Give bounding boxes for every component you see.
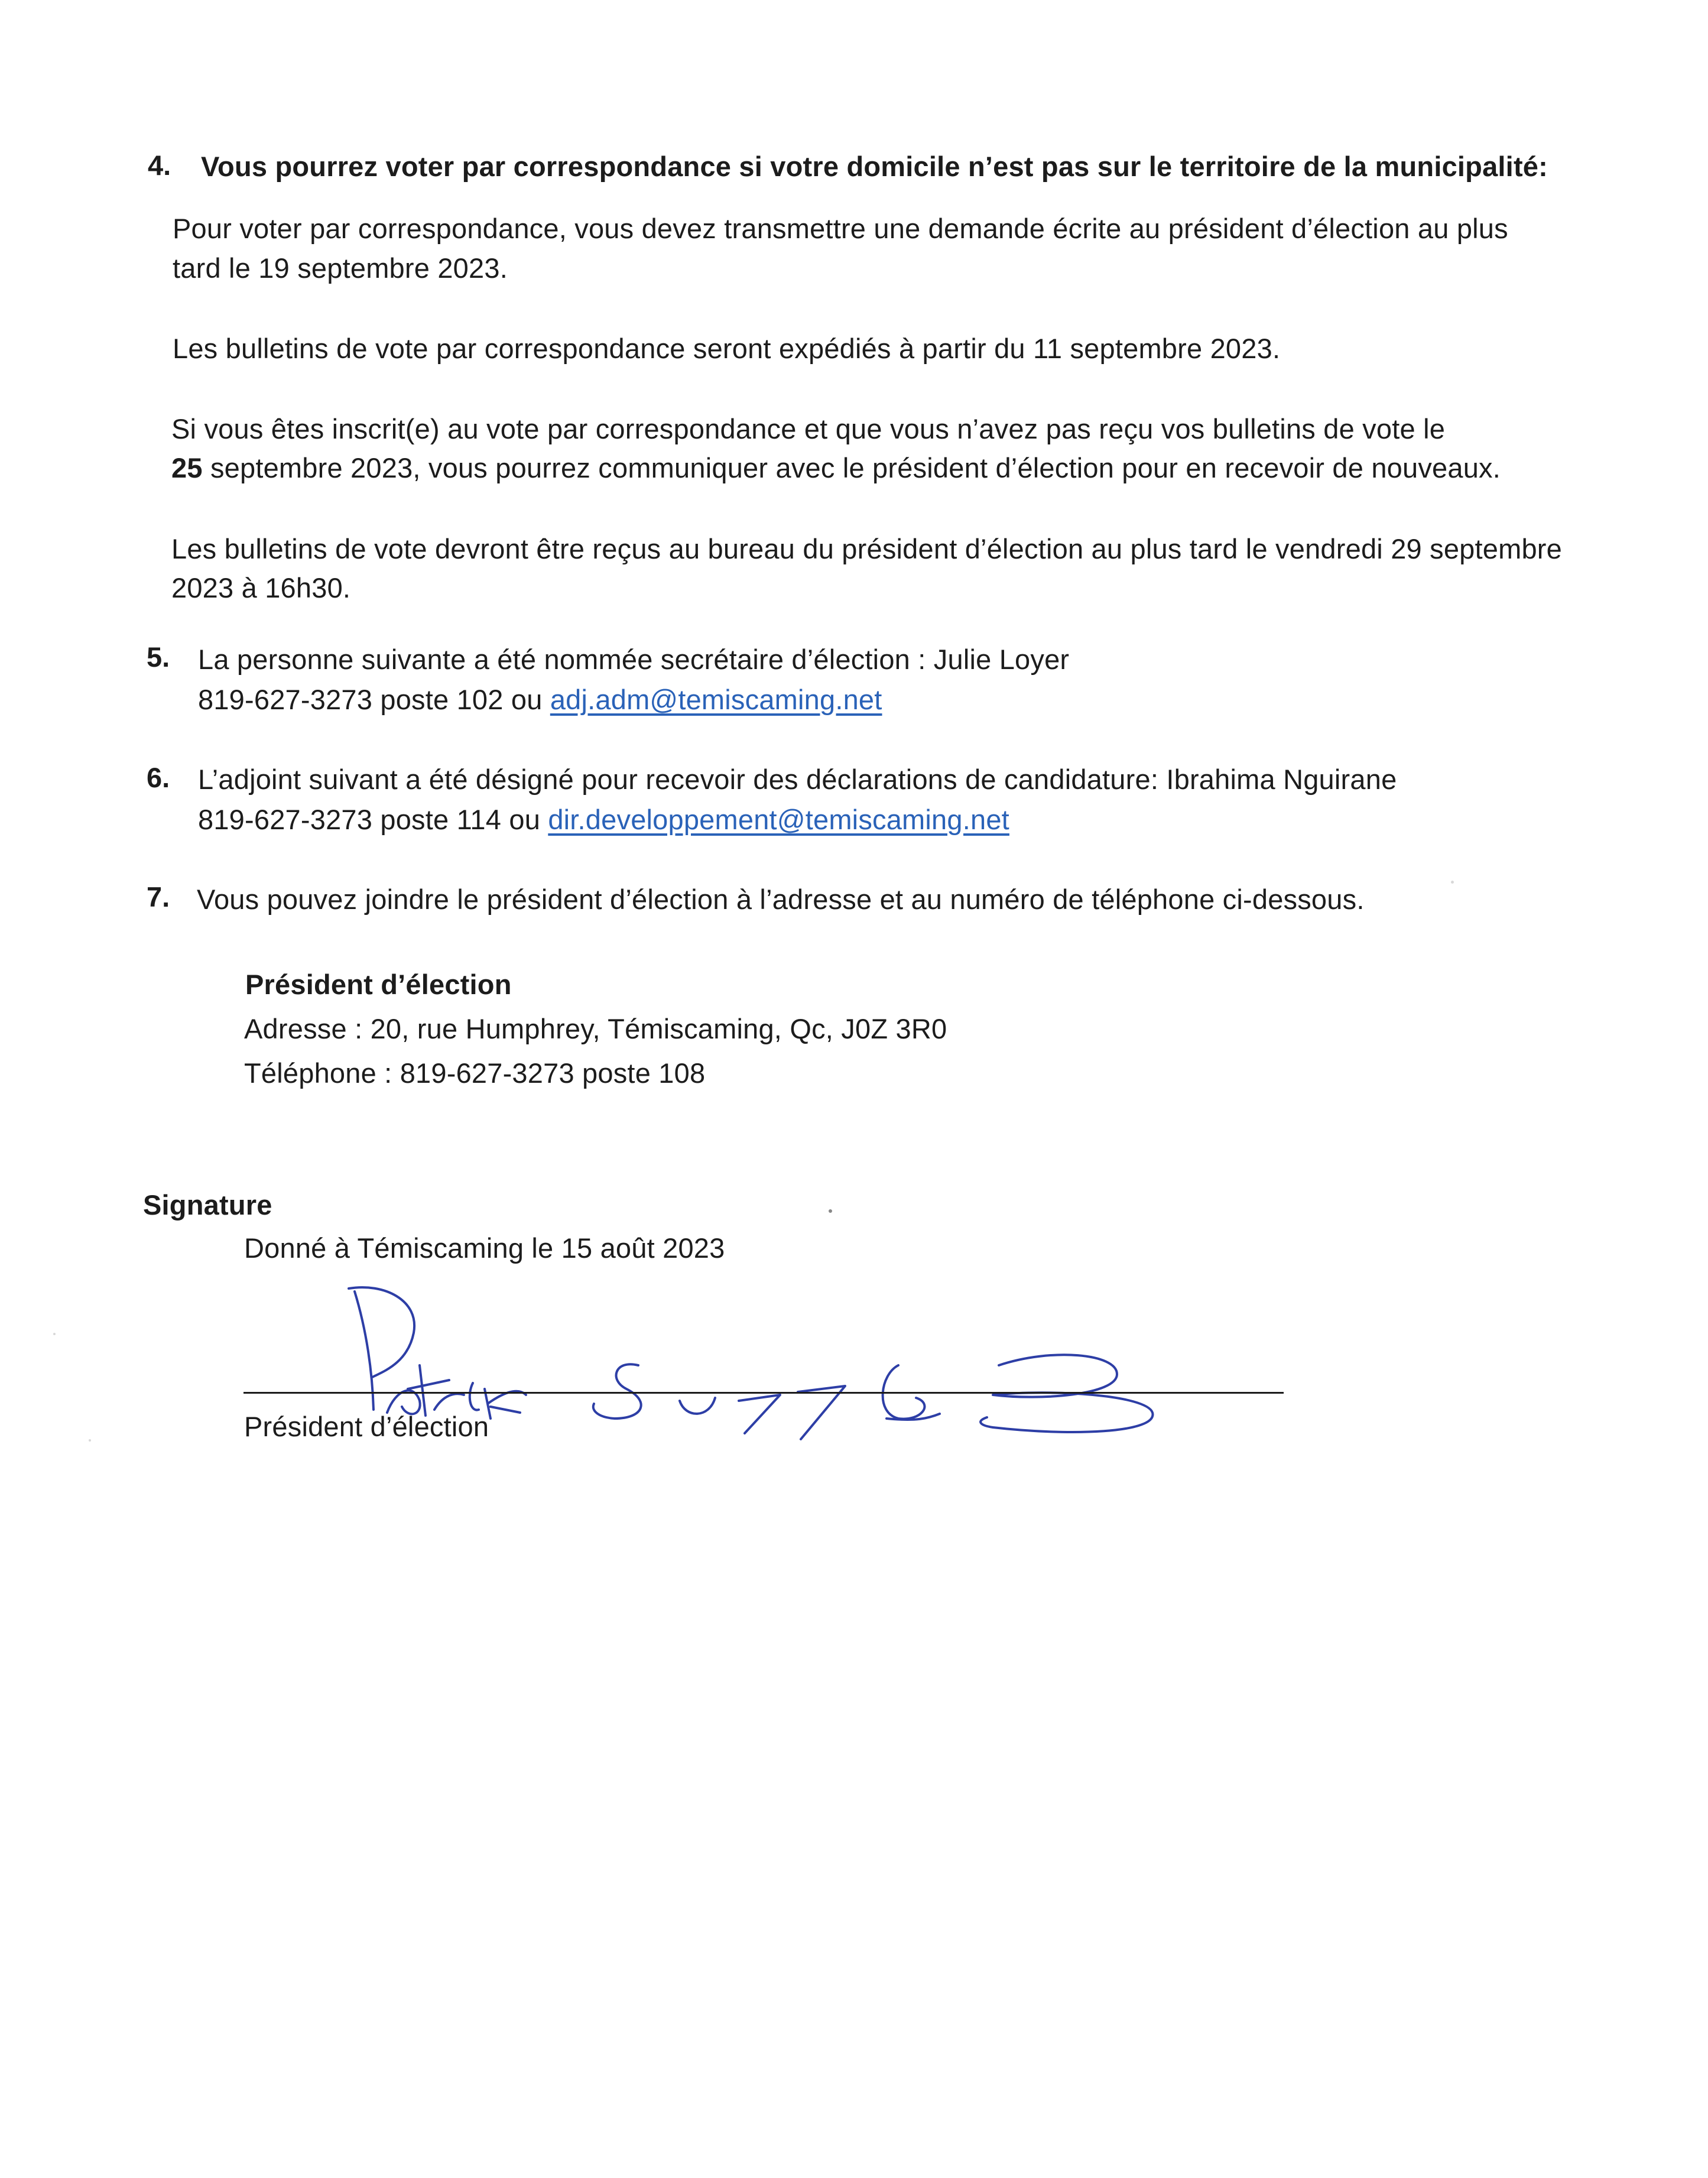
item-4-paragraph-3-line-2-text: septembre 2023, vous pourrez communiquer avec le président d’élection pour en recevoir de nouveaux.: [202, 452, 1501, 483]
item-5-phone: 819-627-3273 poste 102 ou: [198, 684, 550, 715]
signature-heading: Signature: [143, 1189, 272, 1221]
item-4-paragraph-3-line-2: [171, 448, 1501, 488]
item-4-date-bold: 25: [171, 452, 203, 483]
contact-phone: Téléphone : 819-627-3273 poste 108: [244, 1057, 706, 1089]
item-4-paragraph-2: Les bulletins de vote par correspondance seront expédiés à partir du 11 septembre 2023.: [173, 333, 1281, 364]
scan-speck: [53, 1333, 56, 1335]
item-6-phone: 819-627-3273 poste 114 ou: [198, 804, 548, 835]
item-6-number: 6.: [147, 762, 170, 793]
item-5-email-link[interactable]: adj.adm@temiscaming.net: [550, 684, 882, 715]
item-4-paragraph-4-line-1: Les bulletins de vote devront être reçus au bureau du président d’élection au plus tard le vendredi 29 septembre: [171, 533, 1562, 564]
item-7-line-1: Vous pouvez joindre le président d’élection à l’adresse et au numéro de téléphone ci-dessous.: [197, 884, 1365, 915]
item-6-email-link[interactable]: dir.developpement@temiscaming.net: [548, 804, 1009, 835]
signature-line: [243, 1392, 1284, 1394]
scan-speck: [89, 1439, 91, 1442]
item-7-number: 7.: [147, 881, 170, 913]
signature-role: Président d’élection: [244, 1411, 489, 1442]
item-4-paragraph-3-line-1: Si vous êtes inscrit(e) au vote par correspondance et que vous n’avez pas reçu vos bulletins de vote le: [171, 413, 1446, 444]
item-5-number: 5.: [147, 641, 170, 673]
item-4-paragraph-1-line-1: Pour voter par correspondance, vous devez transmettre une demande écrite au président d’élection au plus: [173, 213, 1508, 244]
signature-date-place: Donné à Témiscaming le 15 août 2023: [244, 1232, 725, 1264]
item-4-paragraph-4-line-2: 2023 à 16h30.: [171, 572, 351, 603]
item-6-line-2: [198, 800, 1009, 840]
item-5-line-1: La personne suivante a été nommée secrétaire d’élection : Julie Loyer: [198, 644, 1070, 675]
item-4-paragraph-1-line-2: tard le 19 septembre 2023.: [173, 252, 508, 284]
item-6-line-1: L’adjoint suivant a été désigné pour recevoir des déclarations de candidature: Ibrahima Nguirane: [198, 764, 1397, 795]
contact-address: Adresse : 20, rue Humphrey, Témiscaming, Qc, J0Z 3R0: [244, 1013, 947, 1044]
item-4-number: 4.: [148, 150, 171, 181]
item-5-line-2: [198, 680, 882, 720]
contact-title: Président d’élection: [245, 969, 512, 1000]
item-4-heading: Vous pourrez voter par correspondance si votre domicile n’est pas sur le territoire de la municipalité:: [201, 151, 1548, 182]
scan-speck: [1451, 881, 1454, 884]
scan-speck: [829, 1209, 832, 1213]
